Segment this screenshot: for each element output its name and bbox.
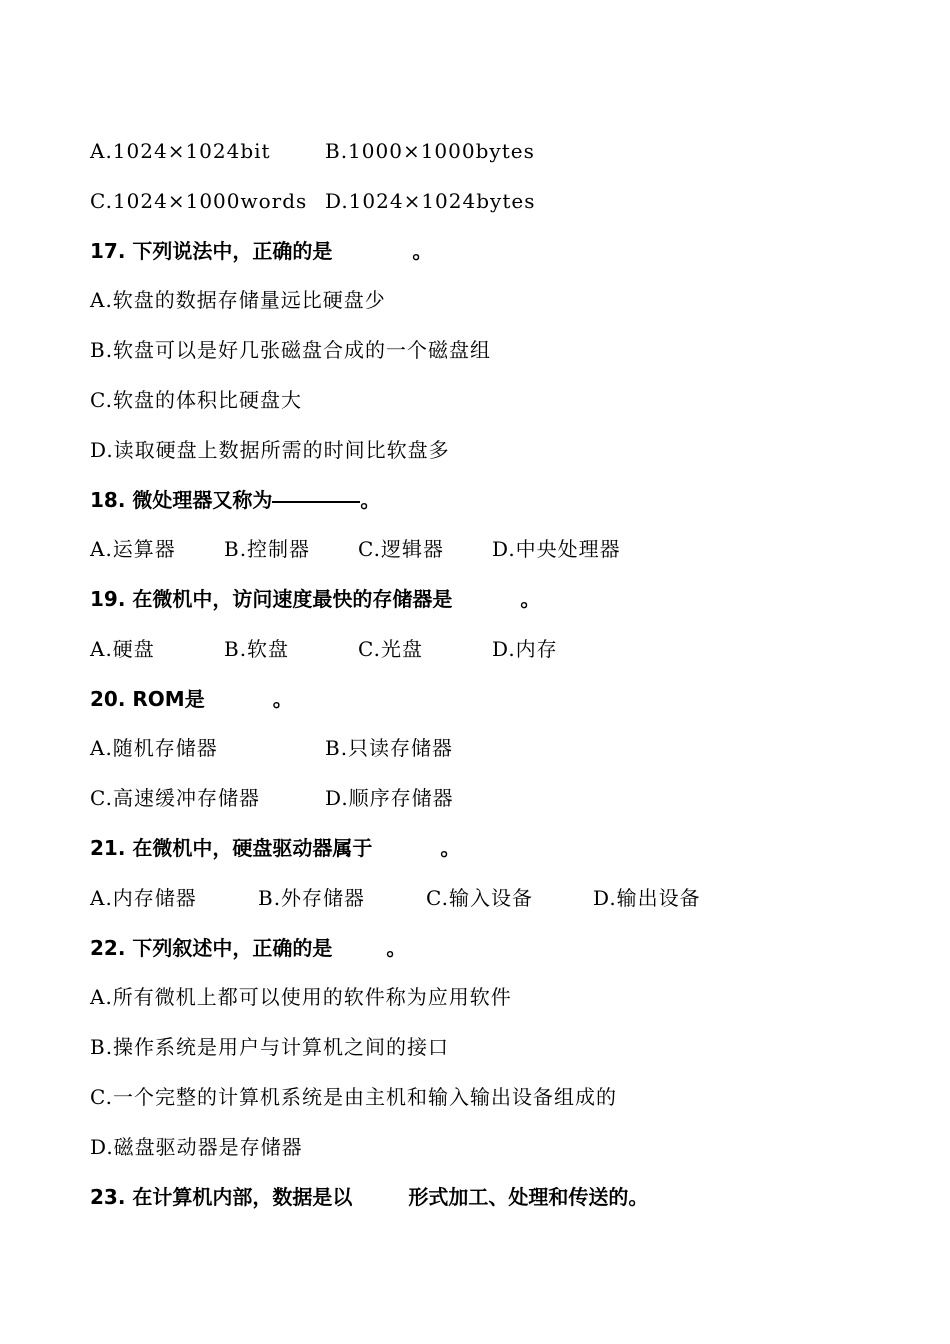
q18-option-d: D.中央处理器 [492, 537, 621, 561]
q16-option-b: B.1000×1000bytes [325, 139, 535, 163]
q18-option-b: B.控制器 [224, 537, 311, 561]
question-21-end: 。 [440, 836, 461, 860]
q22-option-a: A.所有微机上都可以使用的软件称为应用软件 [90, 985, 512, 1009]
question-22-stem: 22. 下列叙述中，正确的是 [90, 936, 333, 960]
q17-option-b: B.软盘可以是好几张磁盘合成的一个磁盘组 [90, 338, 492, 362]
question-23-stem: 23. 在计算机内部，数据是以 [90, 1185, 353, 1209]
q22-option-d: D.磁盘驱动器是存储器 [90, 1135, 303, 1159]
q17-option-d: D.读取硬盘上数据所需的时间比软盘多 [90, 438, 450, 462]
question-17-end: 。 [412, 239, 433, 263]
q17-option-a: A.软盘的数据存储量远比硬盘少 [90, 288, 386, 312]
answer-blank [272, 500, 360, 503]
question-19-end: 。 [520, 587, 541, 611]
q16-option-a: A.1024×1024bit [90, 139, 271, 163]
q22-option-b: B.操作系统是用户与计算机之间的接口 [90, 1035, 450, 1059]
question-18-end: 。 [360, 488, 381, 512]
question-20-end: 。 [272, 687, 293, 711]
q21-option-c: C.输入设备 [426, 886, 533, 910]
q19-option-a: A.硬盘 [90, 637, 155, 661]
q20-option-c: C.高速缓冲存储器 [90, 786, 260, 810]
answer-blank [352, 1203, 408, 1204]
q16-option-d: D.1024×1024bytes [325, 189, 536, 213]
question-19 [90, 584, 540, 614]
q19-option-b: B.软盘 [224, 637, 290, 661]
q20-option-a: A.随机存储器 [90, 736, 218, 760]
question-23-end: 形式加工、处理和传送的。 [408, 1185, 649, 1209]
answer-blank [452, 605, 520, 606]
question-22-end: 。 [386, 936, 407, 960]
q21-option-b: B.外存储器 [258, 886, 366, 910]
question-19-stem: 19. 在微机中，访问速度最快的存储器是 [90, 587, 453, 611]
question-17-stem: 17. 下列说法中，正确的是 [90, 239, 333, 263]
q20-option-b: B.只读存储器 [325, 736, 454, 760]
question-17 [90, 236, 432, 266]
question-21 [90, 833, 460, 863]
q19-option-d: D.内存 [492, 637, 558, 661]
question-20-stem: 20. ROM是 [90, 687, 205, 711]
q19-option-c: C.光盘 [358, 637, 423, 661]
question-21-stem: 21. 在微机中，硬盘驱动器属于 [90, 836, 373, 860]
q20-option-d: D.顺序存储器 [325, 786, 454, 810]
answer-blank [332, 954, 386, 955]
question-23 [90, 1182, 648, 1212]
q18-option-a: A.运算器 [90, 537, 176, 561]
question-18-stem: 18. 微处理器又称为 [90, 488, 273, 512]
q21-option-a: A.内存储器 [90, 886, 197, 910]
q21-option-d: D.输出设备 [593, 886, 701, 910]
q22-option-c: C.一个完整的计算机系统是由主机和输入输出设备组成的 [90, 1085, 617, 1109]
q18-option-c: C.逻辑器 [358, 537, 444, 561]
answer-blank [332, 257, 412, 258]
question-20 [90, 684, 293, 714]
q16-option-c: C.1024×1000words [90, 189, 308, 213]
question-18 [90, 485, 380, 515]
answer-blank [205, 705, 273, 706]
answer-blank [372, 854, 440, 855]
q17-option-c: C.软盘的体积比硬盘大 [90, 388, 302, 412]
question-22 [90, 933, 406, 963]
